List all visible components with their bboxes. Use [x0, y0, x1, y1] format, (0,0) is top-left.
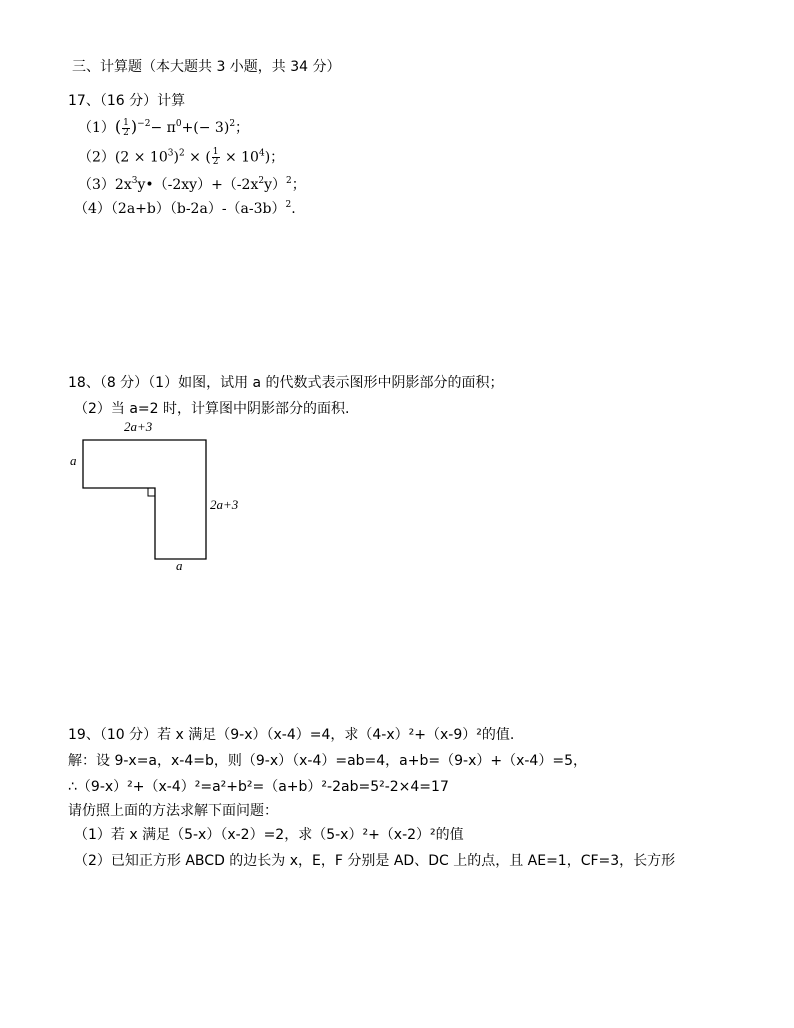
q17-part2-fraction: $\frac{1}{2}$ — [212, 147, 219, 167]
section-header: 三、计算题（本大题共 3 小题，共 34 分） — [72, 59, 341, 75]
q19-line6: （2）已知正方形 ABCD 的边长为 x，E，F 分别是 AD、DC 上的点，且 AE=1，CF=3，长方形 — [74, 853, 676, 869]
q18-line1: 18、（8 分）（1）如图，试用 a 的代数式表示图形中阴影部分的面积； — [68, 375, 504, 391]
q17-part4: $(4)(2a+b)(b-2a)-(a-3b)^2$. — [74, 200, 296, 217]
q17-part1-rparen: ) — [130, 117, 138, 136]
l-shape-diagram — [60, 415, 260, 575]
q19-line1: 19、（10 分）若 x 满足（9-x）（x-4）=4，求（4-x）²+（x-9）²的值. — [68, 727, 515, 743]
q19-line3: ∴（9-x）²+（x-4）²=a²+b²=（a+b）²-2ab=5²-2×4=17 — [68, 779, 449, 795]
q17-part4-label: （4） — [74, 201, 111, 217]
fig-label-left: a — [70, 453, 77, 468]
l-shape-outline — [83, 440, 206, 559]
q17-part3-label: （3） — [78, 177, 115, 193]
right-angle-mark — [148, 488, 155, 496]
q17-header: 17、（16 分）计算 — [68, 93, 186, 109]
fig-label-right: 2a+3 — [210, 497, 239, 512]
q17-part1-label: （1） — [78, 120, 115, 136]
q17-part1-lparen: ( — [114, 117, 122, 136]
q17-part2: $(2)(2 \times 10^3)^2$ × ( $\frac{1}{2}$ × $10^4$)； — [78, 147, 285, 167]
q17-part3: $(3)2x^3y•(-2xy)+(-2x^2y)^2$； — [78, 176, 306, 193]
q17-part2-label: （2） — [78, 149, 115, 166]
q18-line2: （2）当 a=2 时，计算图中阴影部分的面积. — [74, 401, 350, 417]
q17-part1-fraction: $\frac{1}{2}$ — [123, 117, 129, 138]
q17-part1: （1）( $\frac{1}{2}$ )$^{-2}- \pi^0+(- 3)^2$； — [78, 117, 250, 138]
q19-line4: 请仿照上面的方法求解下面问题： — [68, 803, 278, 819]
fig-label-top: 2a+3 — [124, 419, 153, 434]
q19-line5: （1）若 x 满足（5-x）（x-2）=2，求（5-x）²+（x-2）²的值 — [74, 827, 464, 843]
q19-line2: 解：设 9-x=a，x-4=b，则（9-x）（x-4）=ab=4，a+b=（9-x）+（x-4）=5， — [68, 753, 587, 769]
l-shape-figure — [60, 415, 260, 579]
fig-label-bottom: a — [176, 558, 183, 573]
